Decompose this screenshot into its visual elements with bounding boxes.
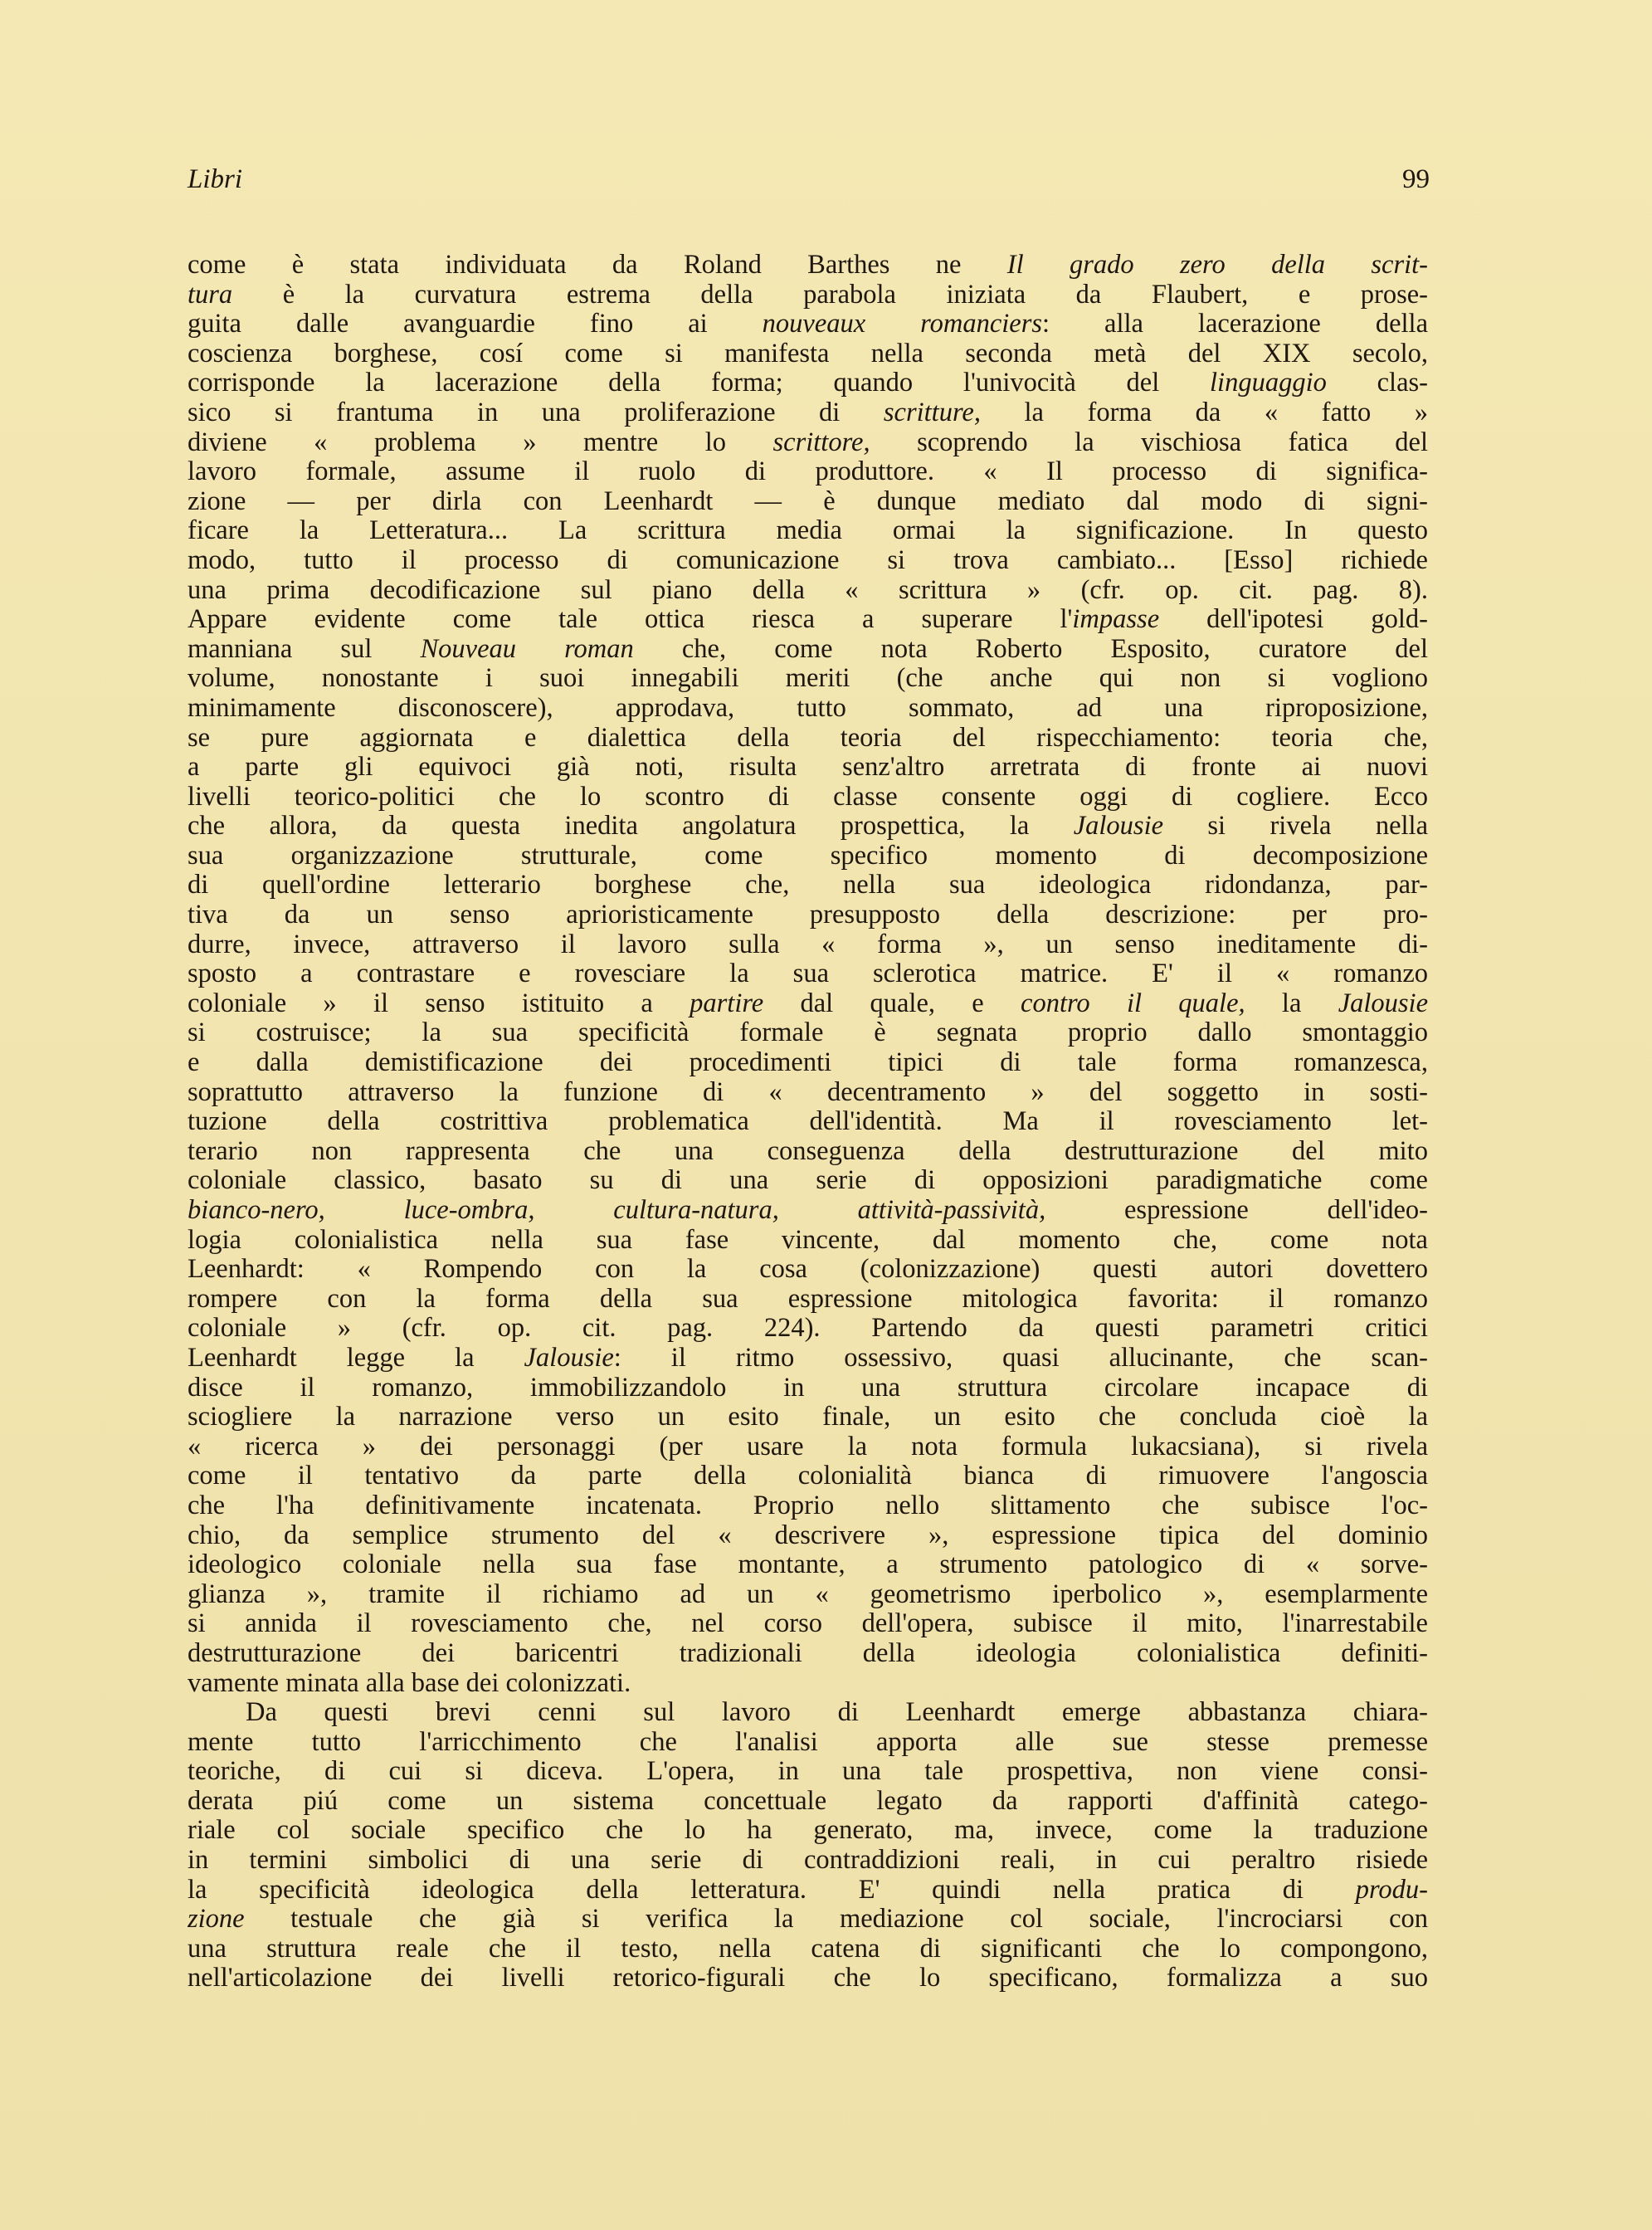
text-segment: nell'articolazione dei livelli retorico-figurali che lo specificano, formalizza a suo [188,1964,1428,1993]
text-segment: glianza », tramite il richiamo ad un « geometrismo iperbolico », esemplarmente [188,1579,1428,1609]
text-line [188,1876,1428,1906]
text-line [188,1905,1428,1935]
text-segment: come il tentativo da parte della colonialità bianca di rimuovere l'angoscia [188,1461,1428,1491]
text-segment: la [1245,988,1338,1018]
text-segment: la forma da « fatto » [980,398,1428,427]
text-segment: riale col sociale specifico che lo ha generato, ma, invece, come la traduzione [188,1816,1428,1846]
text-line [188,605,1428,635]
text-line [188,1432,1428,1462]
text-segment: sua organizzazione strutturale, come specifico momento di decomposizione [188,841,1428,871]
text-line [188,281,1428,310]
text-segment: coloniale » (cfr. op. cit. pag. 224). Partendo da questi parametri critici [188,1314,1428,1344]
text-line [188,1935,1428,1964]
text-segment: Leenhardt: « Rompendo con la cosa (colonizzazione) questi autori dovettero [188,1255,1428,1285]
text-segment: espressione dell'ideo- [1045,1196,1428,1225]
text-segment: teoriche, di cui si diceva. L'opera, in una tale prospettiva, non viene consi- [188,1757,1428,1787]
italic-text: produ- [1355,1875,1428,1905]
text-segment: corrisponde la lacerazione della forma; quando l'univocità del [188,368,1211,398]
text-segment: sposto a contrastare e rovesciare la sua sclerotica matrice. E' il « romanzo [188,959,1428,989]
italic-text: Jalousie [1338,988,1428,1018]
text-line [188,1166,1428,1196]
text-segment: livelli teorico-politici che lo scontro di classe consente oggi di cogliere. Ecco [188,782,1428,812]
text-segment: che l'ha definitivamente incatenata. Proprio nello slittamento che subisce l'oc- [188,1491,1428,1520]
text-segment: che, come nota Roberto Esposito, curatore del [633,634,1428,664]
text-line [188,1609,1428,1639]
text-segment: una prima decodificazione sul piano della « scrittura » (cfr. op. cit. pag. 8). [188,575,1428,605]
text-segment: una struttura reale che il testo, nella catena di significanti che lo compongono, [188,1934,1428,1964]
text-segment: coscienza borghese, cosí come si manifesta nella seconda metà del XIX secolo, [188,339,1428,368]
text-segment: : il ritmo ossessivo, quasi allucinante, che scan- [613,1343,1428,1373]
text-line [188,1048,1428,1078]
text-line [188,753,1428,783]
text-segment: è la curvatura estrema della parabola iniziata da Flaubert, e prose- [232,280,1428,310]
text-segment: « ricerca » dei personaggi (per usare la nota formula lukacsiana), si rivela [188,1432,1428,1461]
text-segment: disce il romanzo, immobilizzandolo in una struttura circolare incapace di [188,1373,1428,1403]
italic-text: Nouveau roman [420,634,634,664]
text-line [188,516,1428,546]
text-segment: guita dalle avanguardie fino ai [188,310,763,339]
text-line [188,1196,1428,1226]
text-line [188,1374,1428,1403]
text-segment: dell'ipotesi gold- [1159,605,1428,635]
text-line [188,959,1428,989]
text-segment: e dalla demistificazione dei procedimenti tipici di tale forma romanzesca, [188,1048,1428,1078]
text-segment: lavoro formale, assume il ruolo di produttore. « Il processo di significa- [188,457,1428,487]
text-line [188,1787,1428,1817]
text-segment: zione — per dirla con Leenhardt — è dunque mediato dal modo di signi- [188,486,1428,516]
text-segment: in termini simbolici di una serie di contraddizioni reali, in cui peraltro risiede [188,1846,1428,1876]
text-line [188,635,1428,665]
text-line [188,1846,1428,1876]
text-segment: logia colonialistica nella sua fase vincente, dal momento che, come nota [188,1225,1428,1255]
italic-text: linguaggio [1210,368,1327,398]
text-segment: minimamente disconoscere), approdava, tutto sommato, ad una riproposizione, [188,693,1428,723]
text-segment: destrutturazione dei baricentri tradizionali della ideologia colonialistica definiti- [188,1638,1428,1668]
text-line [188,989,1428,1019]
italic-text: bianco-nero, luce-ombra, cultura-natura, attività-passività, [188,1196,1046,1225]
text-segment: ideologico coloniale nella sua fase montante, a strumento patologico di « sorve- [188,1550,1428,1580]
text-line [188,1226,1428,1256]
text-segment: Leenhardt legge la [188,1343,524,1373]
text-segment: mente tutto l'arricchimento che l'analisi apporta alle sue stesse premesse [188,1727,1428,1757]
text-line [188,1728,1428,1758]
text-segment: diviene « problema » mentre lo [188,427,773,457]
text-segment: se pure aggiornata e dialettica della teoria del rispecchiamento: teoria che, [188,723,1428,753]
text-segment: manniana sul [188,634,421,664]
italic-text: scritture, [883,398,981,427]
text-line [188,871,1428,900]
text-line [188,900,1428,930]
text-segment: si annida il rovesciamento che, nel corso dell'opera, subisce il mito, l'inarrestabile [188,1609,1428,1639]
text-segment: volume, nonostante i suoi innegabili meriti (che anche qui non si vogliono [188,664,1428,694]
text-segment: terario non rappresenta che una conseguenza della destrutturazione del mito [188,1136,1428,1166]
text-line [188,930,1428,960]
text-line [188,1816,1428,1846]
text-segment: derata piú come un sistema concettuale legato da rapporti d'affinità catego- [188,1786,1428,1816]
text-line [188,1669,1428,1699]
text-line [188,1107,1428,1137]
text-segment: durre, invece, attraverso il lavoro sulla « forma », un senso ineditamente di- [188,930,1428,959]
text-segment: tuzione della costrittiva problematica dell'identità. Ma il rovesciamento let- [188,1107,1428,1137]
running-head [188,164,1430,198]
text-line [188,368,1428,398]
text-segment: si rivela nella [1163,812,1428,842]
text-segment: di quell'ordine letterario borghese che, nella sua ideologica ridondanza, par- [188,871,1428,900]
text-line [188,428,1428,458]
italic-text: contro il quale, [1021,988,1245,1018]
text-line [188,1344,1428,1374]
text-segment: modo, tutto il processo di comunicazione si trova cambiato... [Esso] richiede [188,545,1428,575]
text-segment: rompere con la forma della sua espressione mitologica favorita: il romanzo [188,1284,1428,1314]
page-number: 99 [1402,164,1430,194]
text-segment: che allora, da questa inedita angolatura prospettica, la [188,812,1074,842]
text-segment: chio, da semplice strumento del « descrivere », espressione tipica del dominio [188,1520,1428,1550]
text-line [188,1078,1428,1108]
text-segment: dal quale, e [763,988,1021,1018]
text-segment: testuale che già si verifica la mediazione col sociale, l'incrociarsi con [244,1905,1428,1935]
italic-text: zione [188,1905,245,1935]
italic-text: Jalousie [524,1343,614,1373]
italic-text: scrittore, [772,427,870,457]
text-line [188,1580,1428,1610]
text-segment: clas- [1326,368,1428,398]
text-segment: Da questi brevi cenni sul lavoro di Leenhardt emerge abbastanza chiara- [246,1698,1428,1728]
text-line [188,1639,1428,1669]
text-segment: ficare la Letteratura... La scrittura media ormai la significazione. In questo [188,516,1428,546]
text-line [188,1255,1428,1285]
text-line [188,310,1428,339]
text-line [188,724,1428,754]
text-line [188,251,1428,281]
text-line [188,339,1428,369]
italic-text: impasse [1072,605,1160,635]
italic-text: Jalousie [1073,812,1164,842]
text-line [188,1698,1428,1728]
text-segment: coloniale classico, basato su di una serie di opposizioni paradigmatiche come [188,1166,1428,1196]
text-line [188,546,1428,576]
text-segment: vamente minata alla base dei colonizzati. [188,1668,631,1698]
text-segment: a parte gli equivoci già noti, risulta senz'altro arretrata di fronte ai nuovi [188,753,1428,783]
italic-text: tura [188,280,233,310]
text-line [188,812,1428,842]
text-line [188,842,1428,871]
running-title: Libri [188,164,243,194]
text-segment: Appare evidente come tale ottica riesca a superare l' [188,605,1073,635]
text-line [188,1403,1428,1432]
text-segment: coloniale » il senso istituito a [188,988,690,1018]
italic-text: partire [690,988,764,1018]
body-text [188,251,1428,1993]
text-line [188,1018,1428,1048]
text-line [188,1137,1428,1167]
text-line [188,576,1428,606]
text-line [188,783,1428,812]
text-line [188,1491,1428,1521]
text-line [188,1314,1428,1344]
text-segment: sico si frantuma in una proliferazione di [188,398,884,427]
text-line [188,457,1428,487]
text-line [188,1550,1428,1580]
text-line [188,1964,1428,1993]
italic-text: nouveaux romanciers [762,310,1043,339]
text-segment: soprattutto attraverso la funzione di « decentramento » del soggetto in sosti- [188,1077,1428,1107]
text-segment: tiva da un senso aprioristicamente presupposto della descrizione: per pro- [188,900,1428,930]
text-line [188,664,1428,694]
text-line [188,1757,1428,1787]
text-line [188,1461,1428,1491]
text-segment: sciogliere la narrazione verso un esito finale, un esito che concluda cioè la [188,1403,1428,1432]
italic-text: Il grado zero della scrit- [1006,251,1428,280]
text-line [188,694,1428,724]
text-line [188,1285,1428,1315]
text-segment: la specificità ideologica della letteratura. E' quindi nella pratica di [188,1875,1356,1905]
text-line [188,398,1428,428]
text-segment: : alla lacerazione della [1042,310,1428,339]
text-segment: scoprendo la vischiosa fatica del [870,427,1428,457]
text-segment: come è stata individuata da Roland Barthes ne [188,251,1007,280]
text-line [188,1521,1428,1551]
text-line [188,487,1428,517]
text-segment: si costruisce; la sua specificità formale è segnata proprio dallo smontaggio [188,1018,1428,1048]
